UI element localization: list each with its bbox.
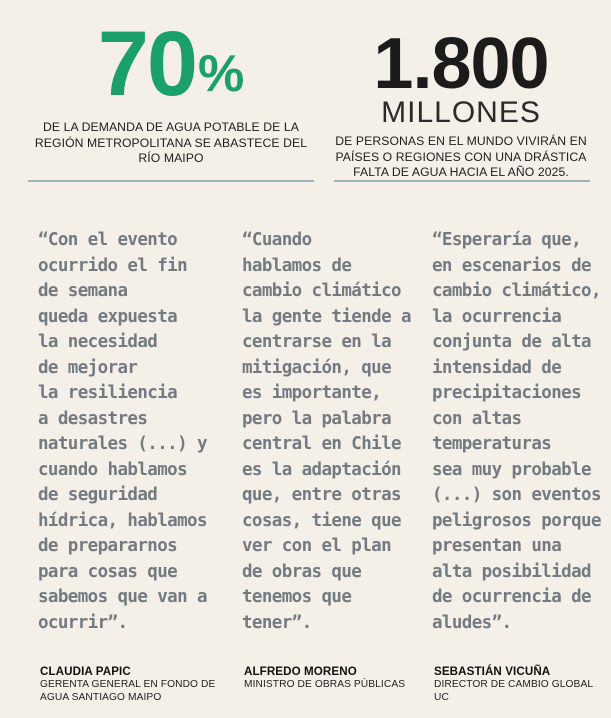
- attribution-moreno: [244, 665, 414, 692]
- stat-description: DE LA DEMANDA DE AGUA POTABLE DE LA REGIÓN METROPOLITANA SE ABASTECE DEL RÍO MAIPO: [34, 120, 308, 165]
- stat-unit: MILLONES: [381, 96, 541, 129]
- speaker-name: SEBASTIÁN VICUÑA: [434, 665, 551, 678]
- speaker-name: ALFREDO MORENO: [244, 665, 357, 678]
- stat-figure: [28, 13, 314, 115]
- quote-papic: “Con el evento ocurrido el fin de semana queda expuesta la necesidad de mejorar la resiliencia a desastres naturales (...) y cuando hablamos de seguridad hídrica, hablamos de prepararnos para cosas que sabemos que van a ocurrir”.: [38, 230, 207, 633]
- stat-number: 1.800: [373, 24, 549, 104]
- speaker-role: DIRECTOR DE CAMBIO GLOBAL UC: [434, 679, 593, 703]
- speaker-role: MINISTRO DE OBRAS PÚBLICAS: [244, 679, 406, 690]
- stat-number: 70: [97, 13, 197, 115]
- stat-description: DE PERSONAS EN EL MUNDO VIVIRÁN EN PAÍSES O REGIONES CON UNA DRÁSTICA FALTA DE AGUA HACIA EL AÑO 2025.: [335, 134, 587, 179]
- attribution-papic: [40, 665, 230, 704]
- attribution-vicuna: [434, 665, 604, 704]
- quote-vicuna: “Esperaría que, en escenarios de cambio climático, la ocurrencia conjunta de alta intensidad de precipitaciones con altas temperaturas sea muy probable (...) son eventos peligrosos porque presentan una alta posibilidad de ocurrencia de aludes”.: [432, 230, 601, 633]
- stat-unit: %: [198, 45, 245, 103]
- divider: [334, 180, 590, 182]
- quote-moreno: “Cuando hablamos de cambio climático la gente tiende a centrarse en la mitigación, que es importante, pero la palabra central en Chile es la adaptación que, entre otras cosas, tiene que ver con el plan de obras que tenemos que tener”.: [242, 230, 411, 633]
- speaker-role: GERENTA GENERAL EN FONDO DE AGUA SANTIAGO MAIPO: [40, 679, 216, 703]
- speaker-name: CLAUDIA PAPIC: [40, 665, 131, 678]
- stat-people-affected: [332, 18, 590, 181]
- stat-water-demand: [28, 13, 314, 167]
- divider: [28, 180, 314, 182]
